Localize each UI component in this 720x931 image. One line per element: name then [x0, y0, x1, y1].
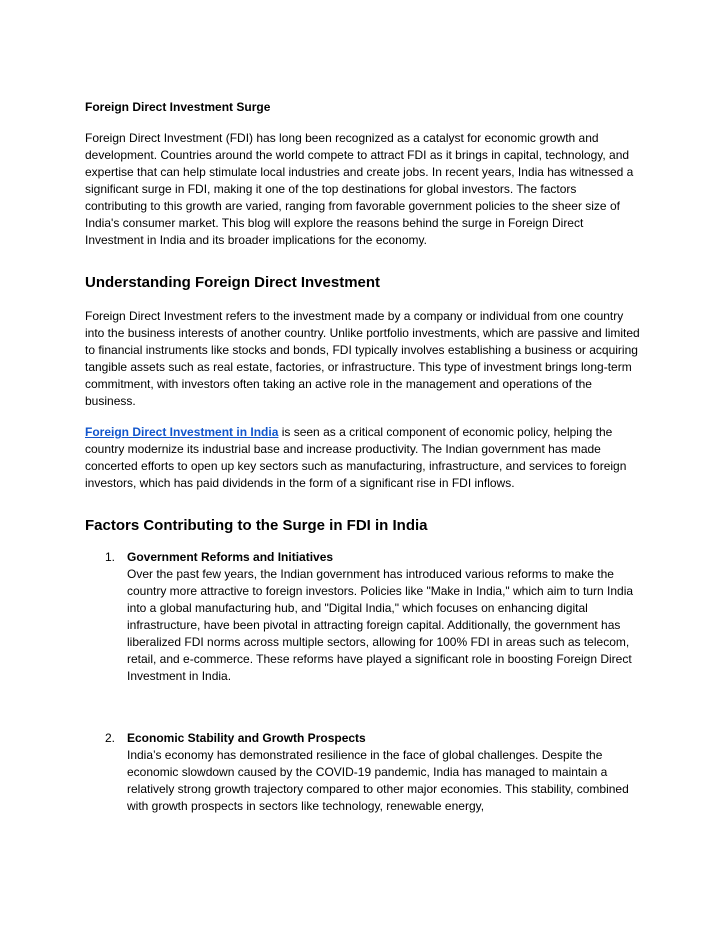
list-item: [85, 549, 640, 685]
factors-list: [85, 549, 640, 815]
section-heading-understanding-fdi: Understanding Foreign Direct Investment: [85, 274, 381, 291]
list-item-text: India’s economy has demonstrated resilience in the face of global challenges. Despite the economic slowdown caused by the COVID-19 pandemic, India has managed to maintain a relatively strong growth trajectory compared to other major economies. This stability, combined with growth prospects in sectors like technology, renewable energy,: [127, 748, 629, 813]
section-heading-factors: Factors Contributing to the Surge in FDI in India: [85, 517, 428, 534]
fdi-india-paragraph: [85, 424, 640, 492]
list-item-number: 2.: [105, 731, 116, 745]
list-item-text: Over the past few years, the Indian government has introduced various reforms to make the country more attractive to foreign investors. Policies like "Make in India," which aim to turn India into a global manufacturing hub, and "Digital India," which focuses on enhancing digital infrastructure, have been pivotal in attracting foreign capital. Additionally, the government has liberalized FDI norms across multiple sectors, allowing for 100% FDI in areas such as telecom, retail, and e-commerce. These reforms have played a significant role in boosting Foreign Direct Investment in India.: [127, 567, 634, 683]
fdi-definition-paragraph: Foreign Direct Investment refers to the investment made by a company or individual from one country into the business interests of another country. Unlike portfolio investments, which are passive and limited to financial instruments like stocks and bonds, FDI typically involves establishing a business or acquiring tangible assets such as real estate, factories, or infrastructure. This type of investment brings long-term commitment, with investors often taking an active role in the management and operations of the business.: [85, 309, 640, 408]
list-item-title: Economic Stability and Growth Prospects: [127, 731, 366, 745]
list-item-number: 1.: [105, 550, 116, 564]
intro-paragraph: Foreign Direct Investment (FDI) has long been recognized as a catalyst for economic growth and development. Countries around the world compete to attract FDI as it brings in capital, technology, and expertise that can help stimulate local industries and create jobs. In recent years, India has witnessed a significant surge in FDI, making it one of the top destinations for global investors. The factors contributing to this growth are varied, ranging from favorable government policies to the sheer size of India's consumer market. This blog will explore the reasons behind the surge in Foreign Direct Investment in India and its broader implications for the economy.: [85, 131, 634, 247]
fdi-in-india-link[interactable]: Foreign Direct Investment in India: [85, 425, 279, 439]
fdi-india-paragraph-text: is seen as a critical component of economic policy, helping the country modernize its industrial base and increase productivity. The Indian government has made concerted efforts to open up key sectors such as manufacturing, infrastructure, and services to foreign investors, which has paid dividends in the form of a significant rise in FDI inflows.: [85, 425, 627, 490]
document-page: [85, 99, 640, 815]
list-item-title: Government Reforms and Initiatives: [127, 550, 334, 564]
document-title: Foreign Direct Investment Surge: [85, 100, 271, 114]
list-item: [85, 730, 640, 815]
